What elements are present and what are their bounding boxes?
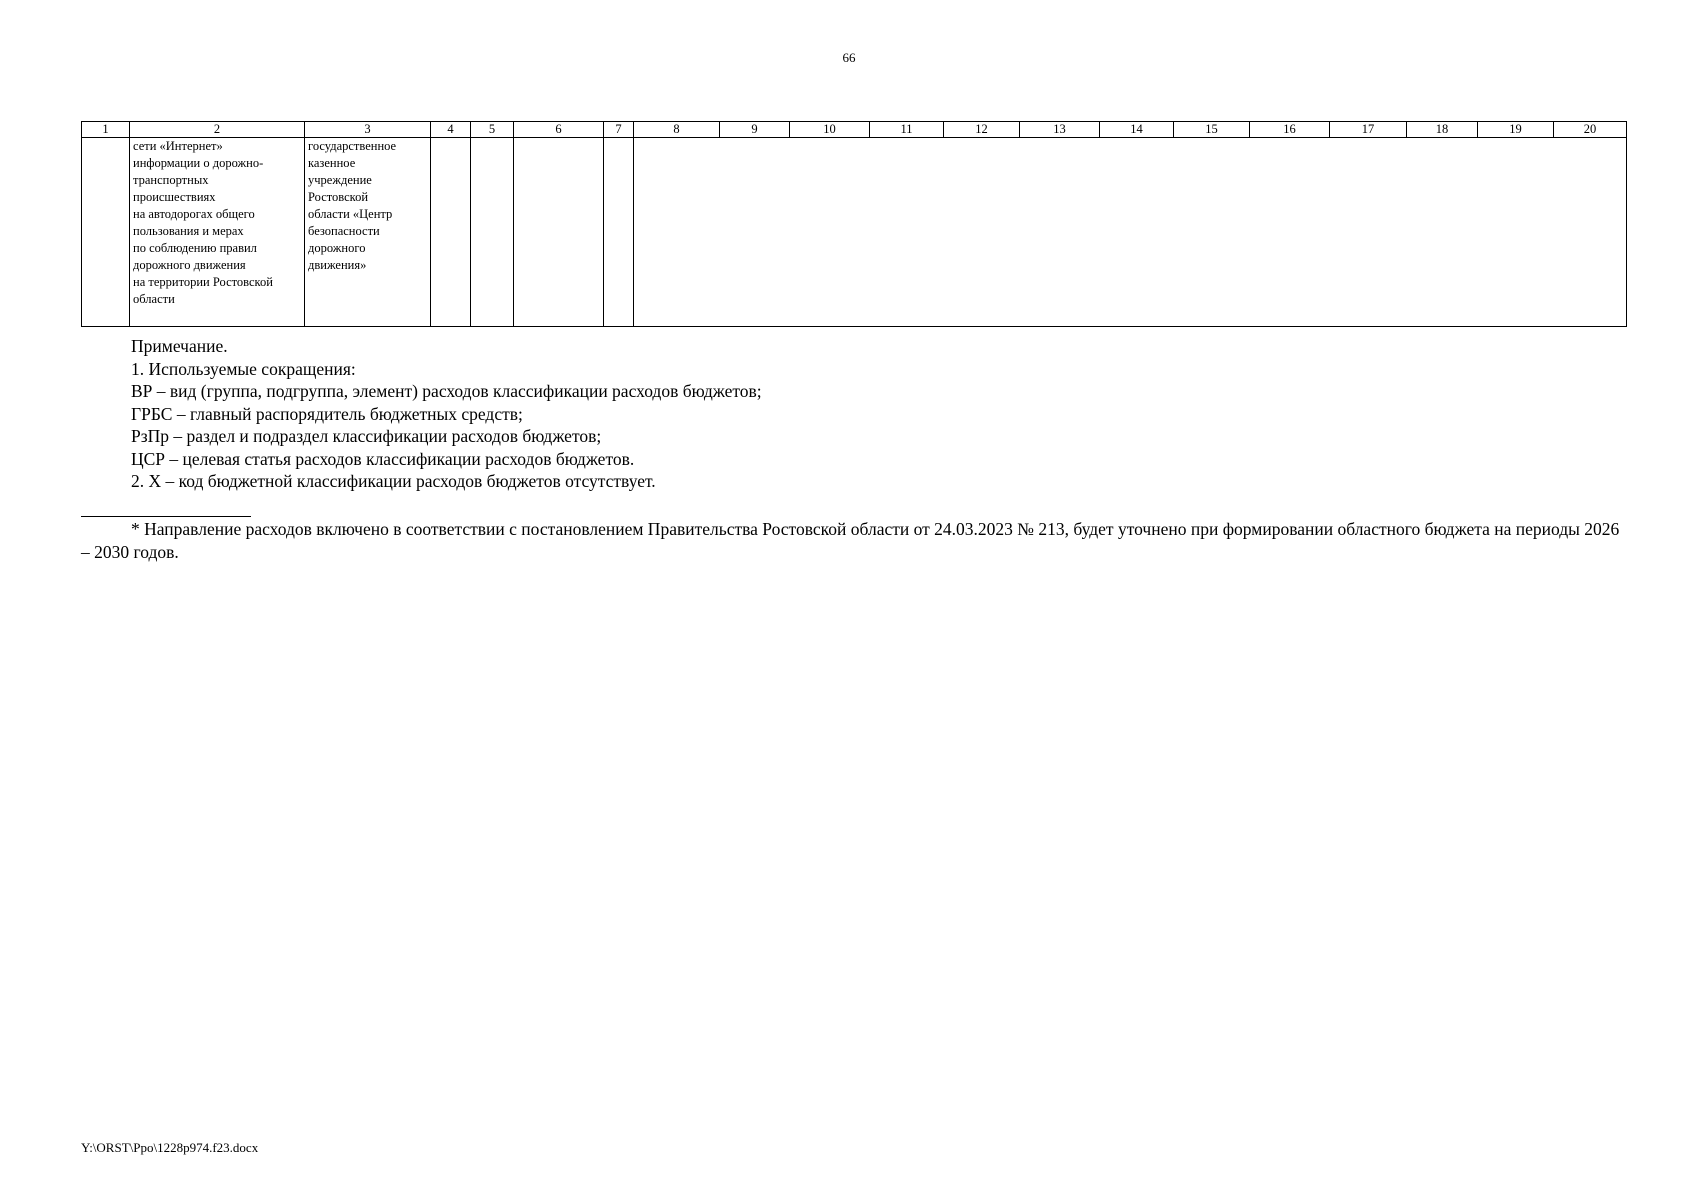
column-header: 12	[944, 122, 1020, 138]
cell-line: безопасности	[308, 224, 380, 238]
cell-line: движения»	[308, 258, 367, 272]
cell-col6	[514, 138, 604, 327]
column-header: 7	[604, 122, 634, 138]
cell-line: учреждение	[308, 173, 372, 187]
page-number: 66	[842, 50, 856, 65]
cell-line: области	[133, 292, 175, 306]
document-file-path: Y:\ORST\Ppo\1228p974.f23.docx	[81, 1140, 259, 1155]
cell-line: дорожного движения	[133, 258, 246, 272]
column-header: 17	[1330, 122, 1407, 138]
cell-line: государственное	[308, 139, 397, 153]
expenditure-table	[81, 121, 1627, 327]
note-title: Примечание.	[131, 336, 228, 356]
cell-col8-20-merged	[634, 138, 1627, 327]
column-header: 20	[1554, 122, 1627, 138]
table-row	[82, 138, 1627, 327]
note-line: ЦСР – целевая статья расходов классификации расходов бюджетов.	[131, 448, 635, 469]
column-header: 1	[82, 122, 130, 138]
column-header: 3	[305, 122, 431, 138]
column-header: 11	[870, 122, 944, 138]
cell-line: информации о дорожно-	[133, 156, 264, 170]
note-line: 2. Х – код бюджетной классификации расходов бюджетов отсутствует.	[131, 471, 656, 491]
column-header: 9	[720, 122, 790, 138]
cell-line: транспортных	[133, 173, 209, 187]
note-block	[81, 335, 1621, 493]
cell-line: на территории Ростовской	[133, 275, 273, 289]
column-header: 13	[1020, 122, 1100, 138]
cell-col7	[604, 138, 634, 327]
column-header: 10	[790, 122, 870, 138]
cell-col4	[431, 138, 471, 327]
column-header: 8	[634, 122, 720, 138]
note-line: РзПр – раздел и подраздел классификации расходов бюджетов;	[131, 426, 602, 446]
cell-col2-event-description	[130, 138, 305, 327]
column-header: 18	[1407, 122, 1478, 138]
cell-col5	[471, 138, 514, 327]
cell-line: по соблюдению правил	[133, 241, 257, 255]
column-header: 4	[431, 122, 471, 138]
cell-line: сети «Интернет»	[133, 139, 223, 153]
table-header-row	[82, 122, 1627, 138]
note-line: ГРБС – главный распорядитель бюджетных средств;	[131, 403, 523, 424]
cell-col1	[82, 138, 130, 327]
column-header: 5	[471, 122, 514, 138]
note-line: ВР – вид (группа, подгруппа, элемент) расходов классификации расходов бюджетов;	[131, 381, 762, 401]
cell-line: пользования и мерах	[133, 224, 244, 238]
cell-line: происшествиях	[133, 190, 216, 204]
cell-line: дорожного	[308, 241, 366, 255]
column-header: 16	[1250, 122, 1330, 138]
footnote-text: * Направление расходов включено в соответствии с постановлением Правительства Ростовской области от 24.03.2023 № 213, будет уточнено при формировании областного бюджета на периоды 2026 – 2030 годов.	[81, 519, 1620, 562]
cell-line: Ростовской	[308, 190, 369, 204]
footnote-separator	[81, 516, 251, 517]
column-header: 15	[1174, 122, 1250, 138]
cell-line: казенное	[308, 156, 356, 170]
cell-line: области «Центр	[308, 207, 393, 221]
column-header: 6	[514, 122, 604, 138]
column-header: 14	[1100, 122, 1174, 138]
cell-col3-responsible-executor	[305, 138, 431, 327]
cell-line: на автодорогах общего	[133, 207, 255, 221]
footnote	[81, 518, 1621, 564]
column-header: 2	[130, 122, 305, 138]
column-header: 19	[1478, 122, 1554, 138]
note-line: 1. Используемые сокращения:	[131, 358, 356, 379]
